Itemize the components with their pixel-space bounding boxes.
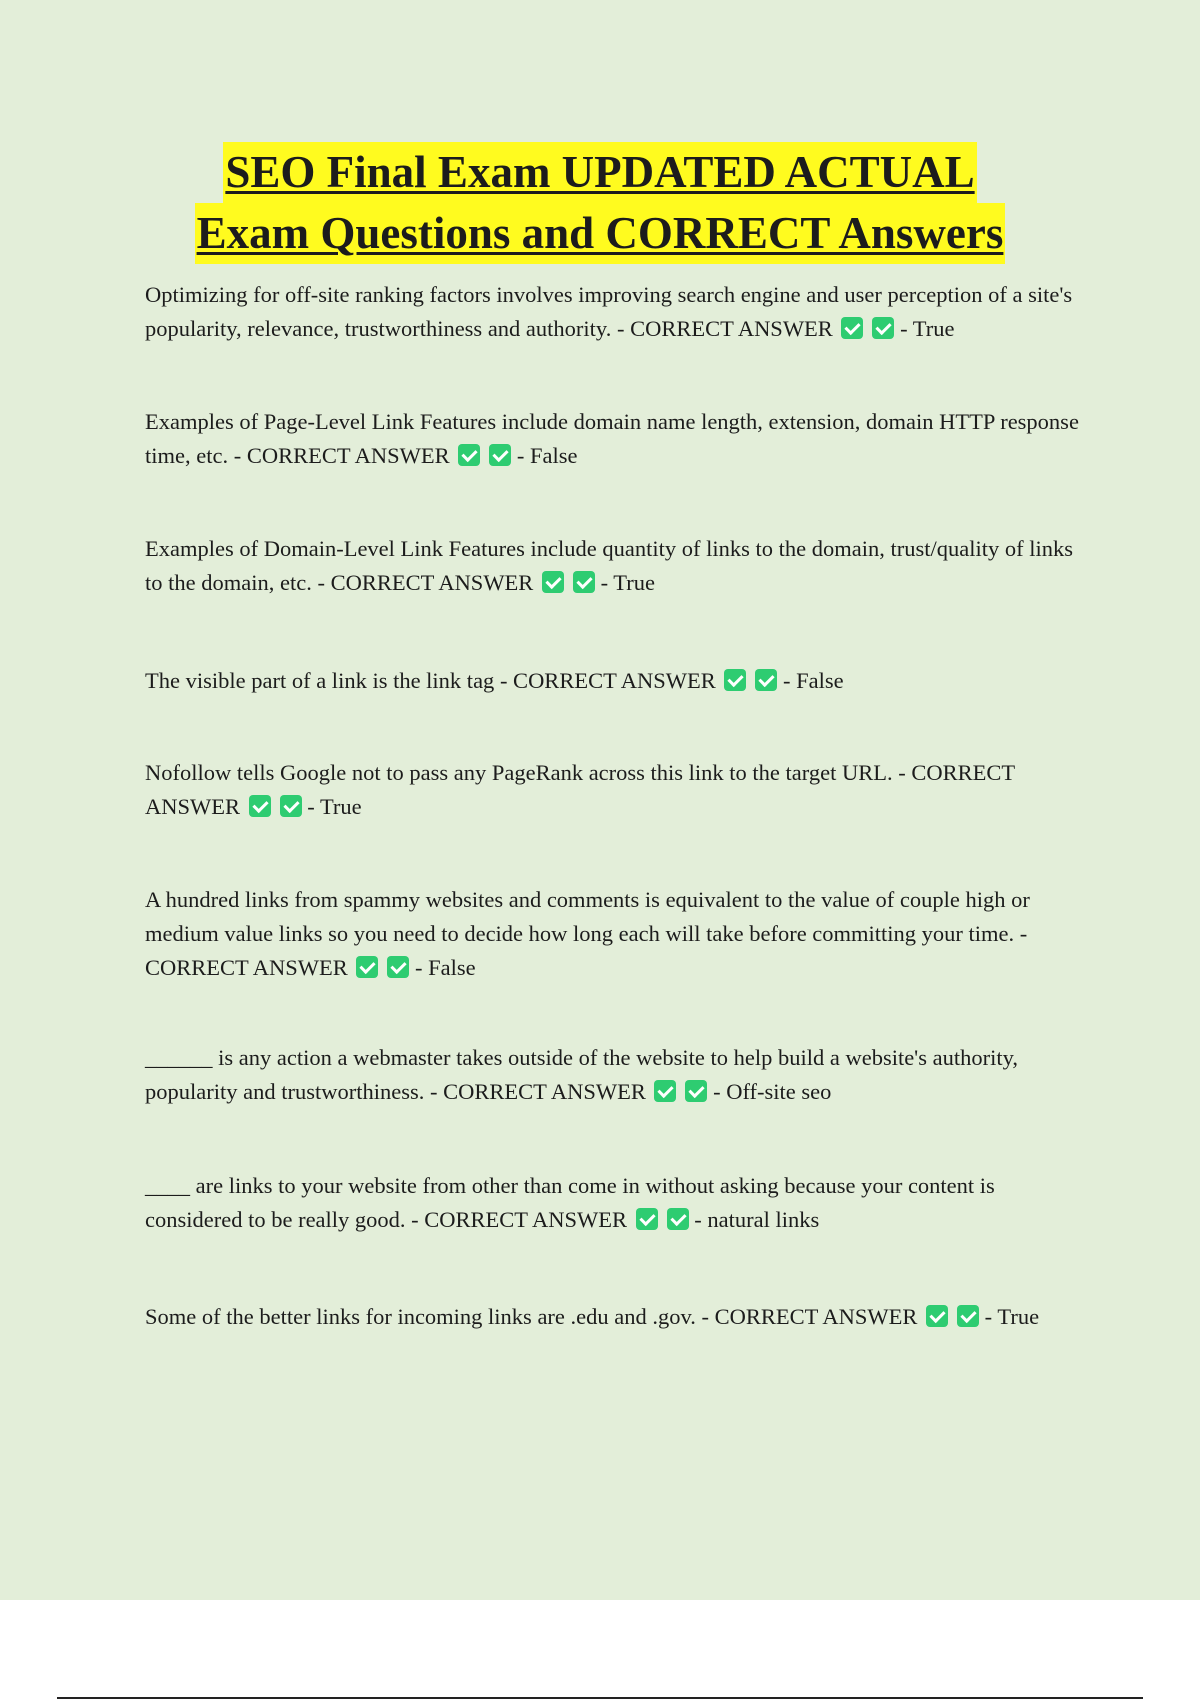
correct-answer-marker: - CORRECT ANSWER — [228, 443, 450, 468]
footer-divider — [57, 1697, 1143, 1699]
title-line-1: SEO Final Exam UPDATED ACTUAL — [223, 142, 976, 203]
green-checkmark-icon — [654, 1080, 676, 1102]
qa-item — [145, 405, 1090, 473]
answer-text: - False — [777, 668, 844, 693]
qa-item — [145, 278, 1090, 346]
question-text: ____ are links to your website from other than come in without asking because your content is considered to be really good. — [145, 1173, 995, 1232]
green-checkmark-icon — [387, 956, 409, 978]
green-checkmark-icon — [356, 956, 378, 978]
correct-answer-marker: - CORRECT ANSWER — [145, 760, 1015, 819]
qa-item — [145, 756, 1090, 824]
green-checkmark-icon — [249, 795, 271, 817]
green-checkmark-icon — [280, 795, 302, 817]
green-checkmark-icon — [957, 1305, 979, 1327]
green-checkmark-icon — [685, 1080, 707, 1102]
correct-answer-marker: - CORRECT ANSWER — [311, 570, 534, 595]
qa-item — [145, 664, 1090, 698]
title-line-2: Exam Questions and CORRECT Answers — [195, 203, 1006, 264]
qa-item — [145, 532, 1090, 600]
qa-item — [145, 1041, 1090, 1109]
question-text: Some of the better links for incoming links are .edu and .gov. — [145, 1304, 696, 1329]
answer-text: - natural links — [688, 1207, 820, 1232]
document-title — [0, 142, 1200, 264]
question-text: Nofollow tells Google not to pass any PageRank across this link to the target URL. — [145, 760, 893, 785]
correct-answer-marker: - CORRECT ANSWER — [695, 1304, 918, 1329]
green-checkmark-icon — [724, 669, 746, 691]
correct-answer-marker: - CORRECT ANSWER — [145, 921, 1028, 980]
answer-text: - False — [409, 955, 476, 980]
answer-text: - False — [511, 443, 578, 468]
green-checkmark-icon — [458, 444, 480, 466]
qa-item — [145, 883, 1090, 985]
question-text: A hundred links from spammy websites and comments is equivalent to the value of couple high or medium value links so you need to decide how long each will take before committing your time. — [145, 887, 1030, 946]
question-text: Examples of Domain-Level Link Features include quantity of links to the domain, trust/quality of links to the domain, etc. — [145, 536, 1073, 595]
question-text: Examples of Page-Level Link Features include domain name length, extension, domain HTTP response time, etc. — [145, 409, 1079, 468]
green-checkmark-icon — [636, 1208, 658, 1230]
green-checkmark-icon — [755, 669, 777, 691]
green-checkmark-icon — [573, 571, 595, 593]
green-checkmark-icon — [489, 444, 511, 466]
correct-answer-marker: - CORRECT ANSWER — [494, 668, 716, 693]
green-checkmark-icon — [542, 571, 564, 593]
answer-text: - True — [894, 316, 955, 341]
answer-text: - True — [979, 1304, 1040, 1329]
answer-text: - True — [594, 570, 655, 595]
answer-text: - Off-site seo — [707, 1079, 832, 1104]
correct-answer-marker: - CORRECT ANSWER — [405, 1207, 628, 1232]
green-checkmark-icon — [667, 1208, 689, 1230]
qa-item — [145, 1300, 1090, 1334]
correct-answer-marker: - CORRECT ANSWER — [611, 316, 833, 341]
question-text: Optimizing for off-site ranking factors involves improving search engine and user perception of a site's popularity, relevance, trustworthiness and authority. — [145, 282, 1073, 341]
green-checkmark-icon — [872, 317, 894, 339]
question-text: ______ is any action a webmaster takes outside of the website to help build a website's authority, popularity and trustworthiness. — [145, 1045, 1019, 1104]
answer-text: - True — [301, 794, 362, 819]
question-text: The visible part of a link is the link tag — [145, 668, 495, 693]
green-checkmark-icon — [841, 317, 863, 339]
green-checkmark-icon — [926, 1305, 948, 1327]
correct-answer-marker: - CORRECT ANSWER — [424, 1079, 646, 1104]
qa-item — [145, 1169, 1090, 1237]
